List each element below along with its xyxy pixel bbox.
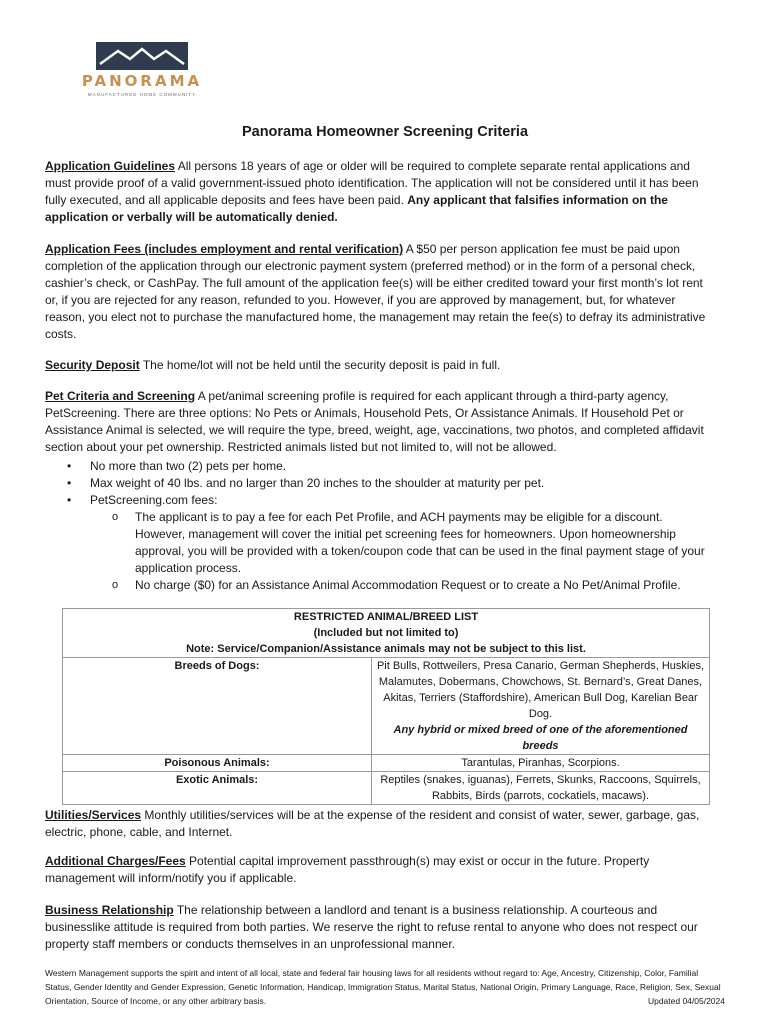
logo-tagline: MANUFACTURED HOME COMMUNITY [87,92,197,97]
utilities-heading: Utilities/Services [45,808,142,822]
business-relationship-heading: Business Relationship [45,903,174,917]
table-row [63,755,710,772]
business-relationship-section [45,902,715,953]
updated-date: Updated 04/05/2024 [647,996,725,1006]
sub-bullet-icon: o [112,511,119,523]
dogs-value: Pit Bulls, Rottweilers, Presa Canario, German Shepherds, Huskies, Malamutes, Dobermans, Chowchows, St. Bernard’s, Great Danes, Akitas, Terriers (Staffordshire), American Bull Dog, Karelian Bear Dog. Any hybrid or mixed breed of one of the aforementioned breeds [372,658,710,755]
mountain-logo-icon [96,42,188,70]
security-deposit-section [45,357,715,374]
petscreening-fees-list [90,509,715,594]
fair-housing-text: Western Management supports the spirit and intent of all local, state and federal fair housing laws for all residents without regard to: Age, Ancestry, Citizenship, Color, Familial Status, Gender Identity and Gender Expression, Genetic Information, Handicap, Immigration Status, Marital Status, National Origin, Primary Language, Race, Religion, Sex, Sexual Orientation, Source of Income, or any other arbitrary basis. [45,968,721,1006]
fair-housing-footer [45,966,725,1008]
restricted-animal-table [62,608,710,805]
panorama-logo [64,30,219,112]
table-header: RESTRICTED ANIMAL/BREED LIST (Included but not limited to) Note: Service/Companion/Assistance animals may not be subject to this list. [63,609,710,658]
application-guidelines-heading: Application Guidelines [45,159,176,173]
exotic-value: Reptiles (snakes, iguanas), Ferrets, Skunks, Raccoons, Squirrels, Rabbits, Birds (parrots, cockatiels, macaws). [372,772,710,805]
application-guidelines-text: All persons 18 years of age or older will be required to complete separate rental applications and must provide proof of a valid government-issued photo identification. The application will not be considered until it has been fully executed, and all applicable deposits and fees have been paid. [45,159,699,207]
security-deposit-heading: Security Deposit [45,358,140,372]
list-item: • PetScreening.com fees: o The applicant is to pay a fee for each Pet Profile, and ACH payments may be eligible for a discount. However, management will cover the initial pet screening fees for homeowners. Upon homeownership approval, you will be provided with a token/coupon code that can be used in the final payment stage of your application process. o No charge ($0) for an Assistance Animal Accommodation Request or to create a No Pet/Animal Profile. [45,492,715,594]
list-item: o The applicant is to pay a fee for each Pet Profile, and ACH payments may be eligible for a discount. However, management will cover the initial pet screening fees for homeowners. Upon homeownership approval, you will be provided with a token/coupon code that can be used in the final payment stage of your application process. [112,510,705,575]
application-fees-heading: Application Fees (includes employment and rental verification) [45,242,404,256]
page-title: Panorama Homeowner Screening Criteria [241,124,529,140]
table-row [63,658,710,755]
poisonous-value: Tarantulas, Piranhas, Scorpions. [372,755,710,772]
hybrid-note: Any hybrid or mixed breed of one of the aforementioned breeds [393,724,688,752]
application-fees-text: A $50 per person application fee must be paid upon completion of the application through our electronic payment system (preferred method) or in the form of a personal check, cashier’s check, or CashPay. The full amount of the application fee(s) will be either credited toward your first month’s lot rent or, if you are rejected for any reason, refunded to you. However, if you are approved by management, but, for whatever reason, you elect not to purchase the manufactured home, the management may retain the fee(s) to defray its administrative costs. [45,242,706,341]
exotic-label: Exotic Animals: [63,772,372,805]
pet-rules-list [45,458,715,594]
bullet-icon: • [67,476,72,490]
list-item: • No more than two (2) pets per home. [67,459,287,473]
poisonous-label: Poisonous Animals: [63,755,372,772]
sub-bullet-icon: o [112,579,119,591]
security-deposit-text: The home/lot will not be held until the security deposit is paid in full. [139,358,501,372]
logo-wordmark: PANORAMA [81,72,203,90]
table-row [63,772,710,805]
utilities-text: Monthly utilities/services will be at the expense of the resident and consist of water, sewer, garbage, gas, electric, phone, cable, and Internet. [45,808,700,839]
application-guidelines-section [45,158,715,226]
utilities-section [45,807,715,841]
additional-charges-heading: Additional Charges/Fees [45,854,186,868]
additional-charges-section [45,853,715,887]
pet-criteria-text: A pet/animal screening profile is required for each applicant through a third-party agency, PetScreening. There are three options: No Pets or Animals, Household Pets, Or Assistance Animals. If Household Pet or Assistance Animal is selected, we will require the type, breed, weight, age, vaccinations, two photos, and completed affidavit section about your pet ownership. Restricted animals listed but not limited to, will not be allowed. [45,389,704,454]
pet-criteria-heading: Pet Criteria and Screening [45,389,196,403]
additional-charges-text: Potential capital improvement passthrough(s) may exist or occur in the future. Property management will inform/notify you if applicable. [45,854,650,885]
bullet-icon: • [67,493,72,507]
list-item: o No charge ($0) for an Assistance Animal Accommodation Request or to create a No Pet/Animal Profile. [112,578,681,592]
pet-criteria-section [45,388,715,456]
dogs-label: Breeds of Dogs: [63,658,372,755]
business-relationship-text: The relationship between a landlord and tenant is a business relationship. A courteous and businesslike attitude is required from both parties. We reserve the right to refuse rental to anyone who does not respect our property staff members or conducts themselves in an unprofessional manner. [45,903,698,951]
bullet-icon: • [67,459,72,473]
list-item: • Max weight of 40 lbs. and no larger than 20 inches to the shoulder at maturity per pet. [67,476,545,490]
application-fees-section [45,241,715,343]
falsify-warning: Any applicant that falsifies information on the application or verbally will be automatically denied. [45,193,668,224]
